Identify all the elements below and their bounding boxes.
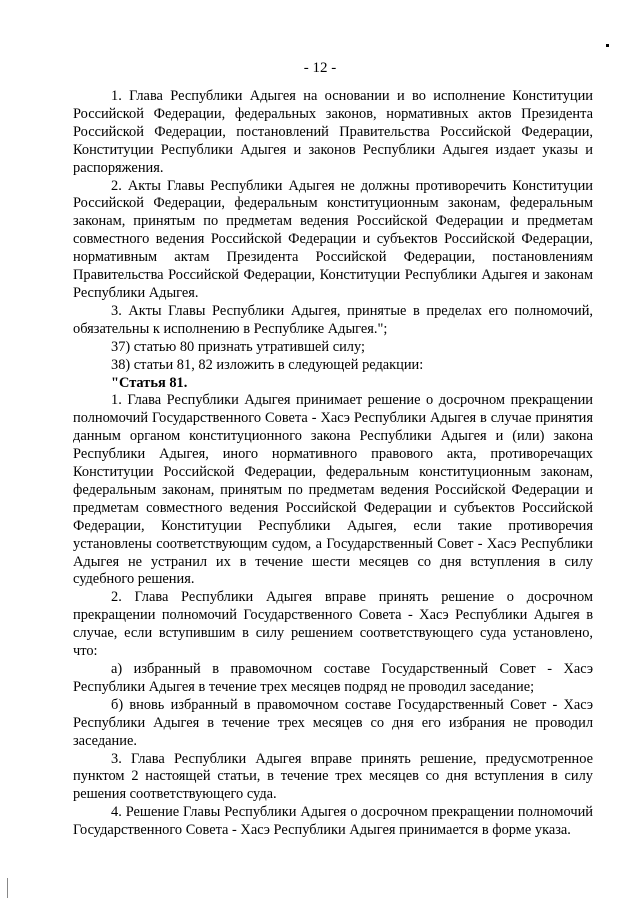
paragraph-article-81-item-2a: а) избранный в правомочном составе Государственный Совет - Хасэ Республики Адыгея в течение трех месяцев подряд не проводил заседание; (73, 661, 593, 695)
paragraph-amendment-38: 38) статьи 81, 82 изложить в следующей редакции: (111, 356, 424, 373)
paragraph-article-81-item-4: 4. Решение Главы Республики Адыгея о досрочном прекращении полномочий Государственного Совета - Хасэ Республики Адыгея принимается в форме указа. (73, 804, 593, 839)
page-number: - 12 - (303, 60, 337, 76)
paragraph-article-80-item-1: 1. Глава Республики Адыгея на основании и во исполнение Конституции Российской Федерации, федеральных законов, нормативных актов Президента Российской Федерации, постановлений Правительства Российской Федерации, Конституции Республики Адыгея и законов Республики Адыгея издает указы и распоряжения. (73, 88, 593, 176)
paragraph-article-81-item-3: 3. Глава Республики Адыгея вправе принять решение, предусмотренное пунктом 2 настоящей статьи, в течение трех месяцев со дня вступления в силу решения соответствующего суда. (73, 750, 593, 803)
article-81-heading: "Статья 81. (111, 374, 188, 391)
document-body (73, 88, 593, 840)
scan-dot-mark (606, 44, 609, 47)
paragraph-article-80-item-3: 3. Акты Главы Республики Адыгея, принятые в пределах его полномочий, обязательны к исполнению в Республике Адыгея."; (73, 302, 593, 337)
scan-edge-mark (7, 878, 8, 898)
paragraph-amendment-37: 37) статью 80 признать утратившей силу; (111, 338, 365, 355)
paragraph-article-80-item-2: 2. Акты Главы Республики Адыгея не должны противоречить Конституции Российской Федерации, федеральным конституционным законам, федеральным законам, принятым по предметам ведения Российской Федерации и предметам совместного ведения Российской Федерации и субъектов Российской Федерации, нормативным актам Президента Российской Федерации, постановлениям Правительства Российской Федерации, Конституции Республики Адыгея и законам Республики Адыгея. (73, 177, 593, 301)
paragraph-article-81-item-1: 1. Глава Республики Адыгея принимает решение о досрочном прекращении полномочий Государственного Совета - Хасэ Республики Адыгея в случае принятия данным органом конституционного закона Республики Адыгея и (или) закона Республики Адыгея, иного нормативного правового акта, противоречащих Конституции Российской Федерации, федеральным конституционным законам, федеральным законам, принятым по предметам ведения Российской Федерации и предметам совместного ведения Российской Федерации и субъектов Российской Федерации, Конституции Республики Адыгея, если такие противоречия установлены соответствующим судом, а Государственный Совет - Хасэ Республики Адыгея не устранил их в течение шести месяцев со дня вступления в силу судебного решения. (73, 392, 593, 588)
paragraph-article-81-item-2b: б) вновь избранный в правомочном составе Государственный Совет - Хасэ Республики Адыгея в течение трех месяцев со дня его избрания не проводил заседание. (73, 696, 593, 749)
paragraph-article-81-item-2: 2. Глава Республики Адыгея вправе принять решение о досрочном прекращении полномочий Государственного Совета - Хасэ Республики Адыгея в случае, если вступившим в силу решением соответствующего суда установлено, что: (73, 589, 593, 660)
